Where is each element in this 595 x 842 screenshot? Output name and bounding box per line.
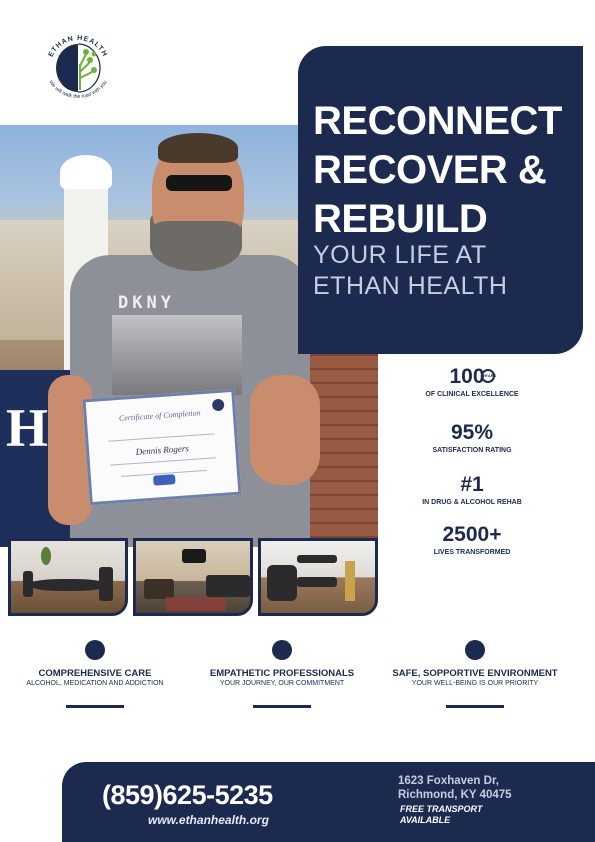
wardrobe <box>345 561 355 601</box>
years-badge-label: YEARS <box>482 373 497 378</box>
stat-rank <box>392 474 552 506</box>
svg-text:ETHAN HEALTH <box>48 35 109 58</box>
subheadline-line-2: ETHAN HEALTH <box>313 272 508 300</box>
transport-line-2: AVAILABLE <box>400 815 451 825</box>
feature-divider <box>253 705 311 708</box>
ethan-health-logo <box>38 30 118 102</box>
logo-tagline: We will walk the road with you <box>47 79 109 101</box>
office-chair <box>23 571 33 597</box>
sign-post-cap <box>60 155 112 189</box>
feature-dot-icon <box>85 640 105 660</box>
feature-comprehensive-care <box>20 640 170 708</box>
feature-title: EMPATHETIC PROFESSIONALS <box>209 668 355 679</box>
rug <box>166 597 226 611</box>
certificate-line <box>110 457 216 465</box>
feature-divider <box>66 705 124 708</box>
shirt-print <box>112 315 242 395</box>
transport-line-1: FREE TRANSPORT <box>400 804 483 814</box>
headline-line-2: RECOVER & <box>313 148 547 192</box>
sign-letter: H <box>6 398 49 458</box>
bed <box>267 565 297 601</box>
person-arm-right <box>250 375 320 485</box>
sunglasses <box>166 175 232 191</box>
address-line-2: Richmond, KY 40475 <box>398 789 512 801</box>
certificate-name: Dennis Rogers <box>135 443 190 457</box>
television <box>182 549 206 563</box>
plant <box>41 547 51 565</box>
stat-label: SATISFACTION RATING <box>432 447 512 454</box>
feature-title: SAFE, SOPPORTIVE ENVIRONMENT <box>392 668 558 679</box>
person-beard-front <box>150 221 242 271</box>
stat-value: 95% <box>450 421 494 444</box>
feature-subtitle: YOUR JOURNEY, OUR COMMITMENT <box>219 680 345 687</box>
feature-safe-environment <box>390 640 560 708</box>
stat-label: LIVES TRANSFORMED <box>433 549 511 556</box>
website-link[interactable]: www.ethanhealth.org <box>148 813 269 827</box>
stat-label: IN DRUG & ALCOHOL REHAB <box>422 499 522 506</box>
shirt-brand: DKNY <box>118 293 175 313</box>
sofa <box>206 575 250 597</box>
certificate-logo-icon <box>153 474 176 486</box>
years-badge <box>481 369 495 383</box>
stat-satisfaction <box>392 422 552 454</box>
certificate-title: Certificate of Completion <box>118 408 201 423</box>
photo-conference-room <box>8 538 128 616</box>
person-hair <box>158 133 238 163</box>
stat-value: 2500+ <box>442 523 502 546</box>
feature-title: COMPREHENSIVE CARE <box>38 668 152 679</box>
address-line-1: 1623 Foxhaven Dr, <box>398 775 499 787</box>
office-chair <box>99 567 113 601</box>
certificate-line <box>108 433 214 441</box>
headline-line-1: RECONNECT <box>313 99 562 143</box>
certificate <box>82 389 241 505</box>
feature-dot-icon <box>272 640 292 660</box>
armchair <box>144 579 174 599</box>
subheadline-line-1: YOUR LIFE AT <box>313 241 487 269</box>
bunk-bottom <box>297 577 337 587</box>
stat-lives <box>392 524 552 556</box>
stat-value: #1 <box>460 473 484 496</box>
photo-lounge <box>133 538 253 616</box>
feature-divider <box>446 705 504 708</box>
bunk-top <box>297 555 337 563</box>
conference-table <box>31 579 105 591</box>
logo-name: ETHAN HEALTH <box>47 34 109 59</box>
headline-line-3: REBUILD <box>313 197 488 241</box>
stat-value: 100 <box>449 365 485 388</box>
phone-number-link[interactable]: (859)625-5235 <box>102 780 273 810</box>
stat-years <box>392 366 552 398</box>
feature-dot-icon <box>465 640 485 660</box>
feature-empathetic-professionals <box>207 640 357 708</box>
feature-subtitle: ALCOHOL, MEDICATION AND ADDICTION <box>26 680 164 687</box>
photo-bedroom <box>258 538 378 616</box>
feature-subtitle: YOUR WELL-BEING IS OUR PRIORITY <box>411 680 539 687</box>
stat-label: OF CLINICAL EXCELLENCE <box>425 391 519 398</box>
svg-text:We will walk the road with you <box>47 79 108 100</box>
